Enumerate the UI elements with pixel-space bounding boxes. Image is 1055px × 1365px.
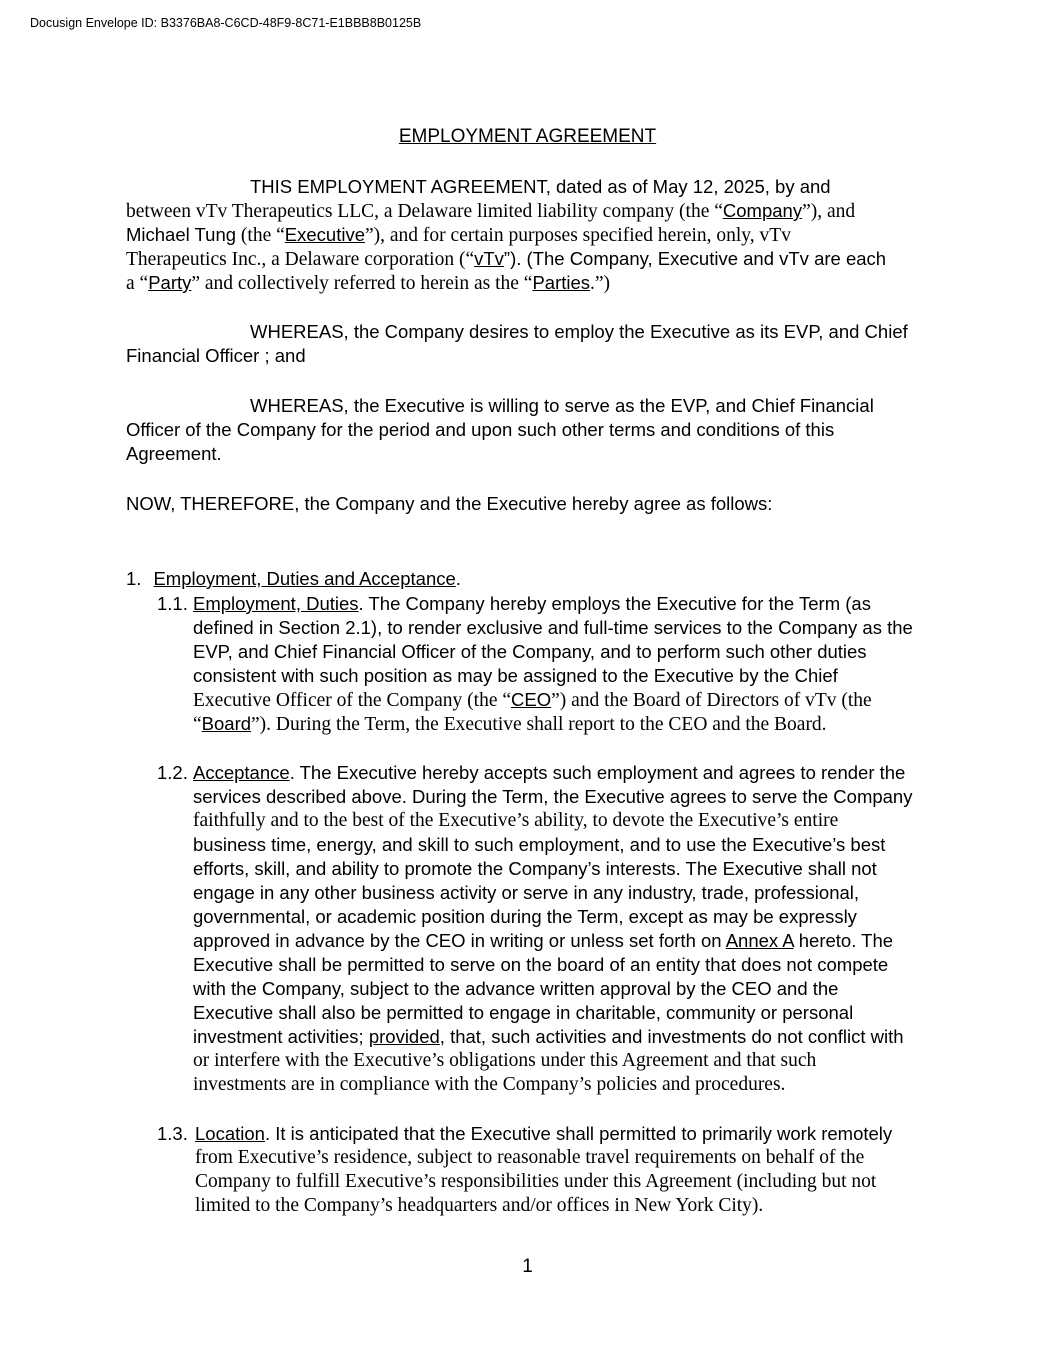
text-s1-2-l2: services described above. During the Term, the Executive agrees to serve the Company (193, 786, 913, 807)
text-line (193, 592, 871, 616)
text-line (126, 199, 855, 224)
text-s1-2-l1: . The Executive hereby accepts such employment and agrees to render the (289, 762, 906, 783)
text-s1-1-number: 1.1. (157, 593, 188, 614)
text-preamble-l3a: Michael Tung (126, 224, 237, 245)
text-line (126, 247, 886, 272)
text-s1-2-l12b: , that, such activities and investments do not conflict with (439, 1026, 904, 1047)
text-line (193, 929, 893, 953)
text-preamble-l3c: ”), and for certain purposes specified herein, only, vTv (365, 225, 791, 246)
now-therefore: NOW, THEREFORE, the Company and the Executive hereby agree as follows: (126, 493, 773, 514)
text-s1-3-heading: Location (195, 1123, 265, 1144)
text-section1-heading: Employment, Duties and Acceptance (153, 568, 456, 589)
text-s1-2-l11: Executive shall also be permitted to engage in charitable, community or personal (193, 1002, 854, 1023)
text-s1-2-l14: investments are in compliance with the Company’s policies and procedures. (193, 1074, 786, 1095)
text-s1-3-l1: . It is anticipated that the Executive shall permitted to primarily work remotely (264, 1123, 893, 1144)
text-s1-3-number: 1.3. (157, 1123, 188, 1144)
text-s1-2-l10: with the Company, subject to the advance written approval by the CEO and the (193, 978, 839, 999)
text-s1-1-l2: defined in Section 2.1), to render exclusive and full-time services to the Company as the (193, 617, 913, 638)
text-preamble-l4a: Therapeutics Inc., a Delaware corporation (“ (126, 249, 475, 270)
text-section1-heading-end: . (455, 568, 461, 589)
text-s1-2-l3: faithfully and to the best of the Executive’s ability, to devote the Executive’s entire (193, 810, 839, 831)
text-s1-2-l12-provided: provided (368, 1026, 440, 1047)
defined-term-party: Party (148, 272, 192, 293)
text-preamble-l5c: .”) (590, 273, 611, 294)
text-s1-1-l6b: ”). During the Term, the Executive shall report to the CEO and the Board. (251, 714, 827, 735)
text-line (193, 1025, 904, 1049)
text-s1-1-l3: EVP, and Chief Financial Officer of the Company, and to perform such other duties (193, 641, 867, 662)
text-section1-number: 1. (126, 568, 142, 589)
defined-term-ceo: CEO (511, 689, 552, 710)
text-whereas1-l1: WHEREAS, the Company desires to employ the Executive as its EVP, and Chief (250, 321, 908, 342)
text-preamble-l2b: ”), and (802, 201, 856, 222)
text-s1-2-l12a: investment activities; (193, 1026, 369, 1047)
text-s1-2-l4: business time, energy, and skill to such employment, and to use the Executive’s best (193, 834, 886, 855)
text-s1-2-heading: Acceptance (193, 762, 290, 783)
text-line (193, 761, 905, 785)
page-number: 1 (522, 1256, 533, 1277)
defined-term-parties: Parties (532, 272, 591, 293)
text-line (193, 688, 872, 713)
text-s1-2-number: 1.2. (157, 762, 188, 783)
text-whereas2-l2: Officer of the Company for the period and upon such other terms and conditions of this (126, 419, 835, 440)
text-s1-1-l6a: “ (193, 714, 202, 735)
text-preamble-l3b: (the “ (236, 225, 285, 246)
text-s1-1-l5a: Executive Officer of the Company (the “ (193, 690, 512, 711)
defined-term-company: Company (722, 200, 803, 221)
text-whereas2-l1: WHEREAS, the Executive is willing to serve as the EVP, and Chief Financial (250, 395, 874, 416)
text-s1-2-l8a: approved in advance by the CEO in writing or unless set forth on (193, 930, 726, 951)
text-s1-1-l5b: ”) and the Board of Directors of vTv (the (551, 690, 872, 711)
text-s1-2-l8b: hereto. The (793, 930, 894, 951)
text-line (126, 223, 791, 248)
defined-term-board: Board (201, 713, 252, 734)
text-s1-2-l7: governmental, or academic position during the Term, except as may be expressly (193, 906, 857, 927)
defined-term-executive: Executive (284, 224, 365, 245)
text-s1-3-l3: Company to fulfill Executive’s responsibilities under this Agreement (including but not (195, 1171, 877, 1192)
document-title (0, 126, 1055, 148)
text-preamble-l4b: ”). (The Company, Executive and vTv are each (503, 248, 887, 269)
text-title: EMPLOYMENT AGREEMENT (398, 126, 657, 147)
envelope-id: Docusign Envelope ID: B3376BA8-C6CD-48F9-8C71-E1BBB8B0125B (30, 16, 422, 30)
text-line (126, 271, 610, 296)
text-preamble-l5a: a “ (126, 273, 149, 294)
text-whereas1-l2: Financial Officer ; and (126, 345, 306, 366)
annex-a-reference: Annex A (725, 930, 794, 951)
text-s1-1-l4: consistent with such position as may be assigned to the Executive by the Chief (193, 665, 838, 686)
text-s1-3-l2: from Executive’s residence, subject to reasonable travel requirements on behalf of the (195, 1147, 865, 1168)
text-s1-1-l1: . The Company hereby employs the Executive for the Term (as (358, 593, 871, 614)
text-s1-1-heading: Employment, Duties (193, 593, 359, 614)
section-1-heading (126, 567, 461, 591)
text-whereas2-l3: Agreement. (126, 443, 222, 464)
text-s1-2-l13: or interfere with the Executive’s obligations under this Agreement and that such (193, 1050, 817, 1071)
text-s1-2-l6: engage in any other business activity or serve in any industry, trade, professional, (193, 882, 860, 903)
text-s1-2-l9: Executive shall be permitted to serve on the board of an entity that does not compete (193, 954, 889, 975)
text-line (195, 1122, 892, 1146)
text-s1-3-l4: limited to the Company’s headquarters and/or offices in New York City). (195, 1195, 764, 1216)
defined-term-vtv: vTv (474, 248, 504, 269)
text-s1-2-l5: efforts, skill, and ability to promote the Company’s interests. The Executive shall not (193, 858, 877, 879)
text-line (193, 712, 827, 737)
text-preamble-l1: THIS EMPLOYMENT AGREEMENT, dated as of May 12, 2025, by and (250, 176, 831, 197)
text-preamble-l5b: ” and collectively referred to herein as the “ (191, 273, 533, 294)
text-preamble-l2a: between vTv Therapeutics LLC, a Delaware limited liability company (the “ (126, 201, 723, 222)
